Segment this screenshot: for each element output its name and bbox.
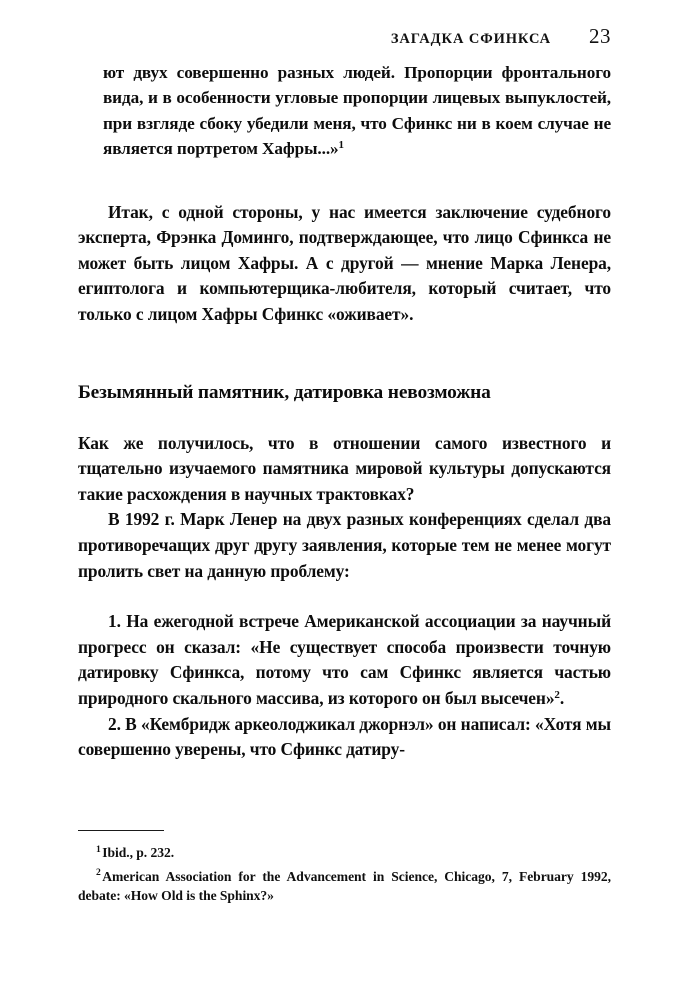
spacer bbox=[78, 366, 611, 380]
spacer bbox=[78, 584, 611, 609]
paragraph-question: Как же получилось, что в отношении самого известного и тщательно изучаемого памятника мировой культуры допускаются такие расхождения в научных трактовках? bbox=[78, 432, 611, 504]
numbered-item-1-tail: . bbox=[559, 687, 565, 708]
numbered-item-2: 2. В «Кембридж аркеолоджикал джорнэл» он написал: «Хотя мы совершенно уверены, что Сфинкс датиру- bbox=[78, 713, 611, 760]
extract-paragraph bbox=[103, 60, 611, 162]
text-column bbox=[78, 60, 611, 763]
footnote-2-marker: 2 bbox=[96, 867, 101, 879]
footnote-separator-rule bbox=[78, 830, 164, 831]
paragraph-lehner-1992: В 1992 г. Марк Ленер на двух разных конференциях сделал два противоречащих друг другу заявления, которые тем не менее могут пролить свет на данную проблему: bbox=[78, 509, 611, 581]
footnote-2 bbox=[78, 867, 611, 906]
footnote-1 bbox=[78, 843, 611, 863]
footnote-1-marker: 1 bbox=[96, 843, 101, 855]
quotation-extract bbox=[103, 60, 611, 162]
footnote-1-text: Ibid., p. 232. bbox=[102, 845, 175, 860]
footnote-ref-1: 1 bbox=[338, 139, 344, 152]
page-number: 23 bbox=[589, 24, 611, 48]
paragraph-conclusion: Итак, с одной стороны, у нас имеется заключение судебного эксперта, Фрэнка Доминго, подтверждающее, что лицо Сфинкса не может быть лицом Хафры. А с другой — мнение Марка Ленера, египтолога и компьютерщика-любителя, который считает, что только с лицом Хафры Сфинкс «оживает». bbox=[78, 201, 611, 324]
footnote-area bbox=[78, 830, 611, 910]
running-head bbox=[78, 24, 611, 50]
section-heading: Безымянный памятник, датировка невозможна bbox=[78, 381, 491, 403]
running-head-title: ЗАГАДКА СФИНКСА bbox=[390, 31, 551, 47]
footnote-ref-2: 2 bbox=[554, 688, 560, 701]
spacer bbox=[78, 162, 611, 200]
numbered-item-1-text: 1. На ежегодной встрече Американской ассоциации за научный прогресс он сказал: «Не существует способа произвести точную датировку Сфинкса, потому что сам Сфинкс является частью природного скального массива, из которого он был высечен» bbox=[78, 611, 611, 708]
footnote-2-text: American Association for the Advancement in Science, Chicago, 7, February 1992, debate: «How Old is the Sphinx?» bbox=[78, 868, 611, 903]
spacer bbox=[78, 406, 611, 431]
extract-text: ют двух совершенно разных людей. Пропорции фронтального вида, и в особенности угловые пропорции лицевых выпуклостей, при взгляде сбоку убедили меня, что Сфинкс ни в коем случае не является портретом Хафры...» bbox=[103, 63, 611, 159]
spacer bbox=[78, 328, 611, 366]
numbered-item-1 bbox=[78, 609, 611, 711]
